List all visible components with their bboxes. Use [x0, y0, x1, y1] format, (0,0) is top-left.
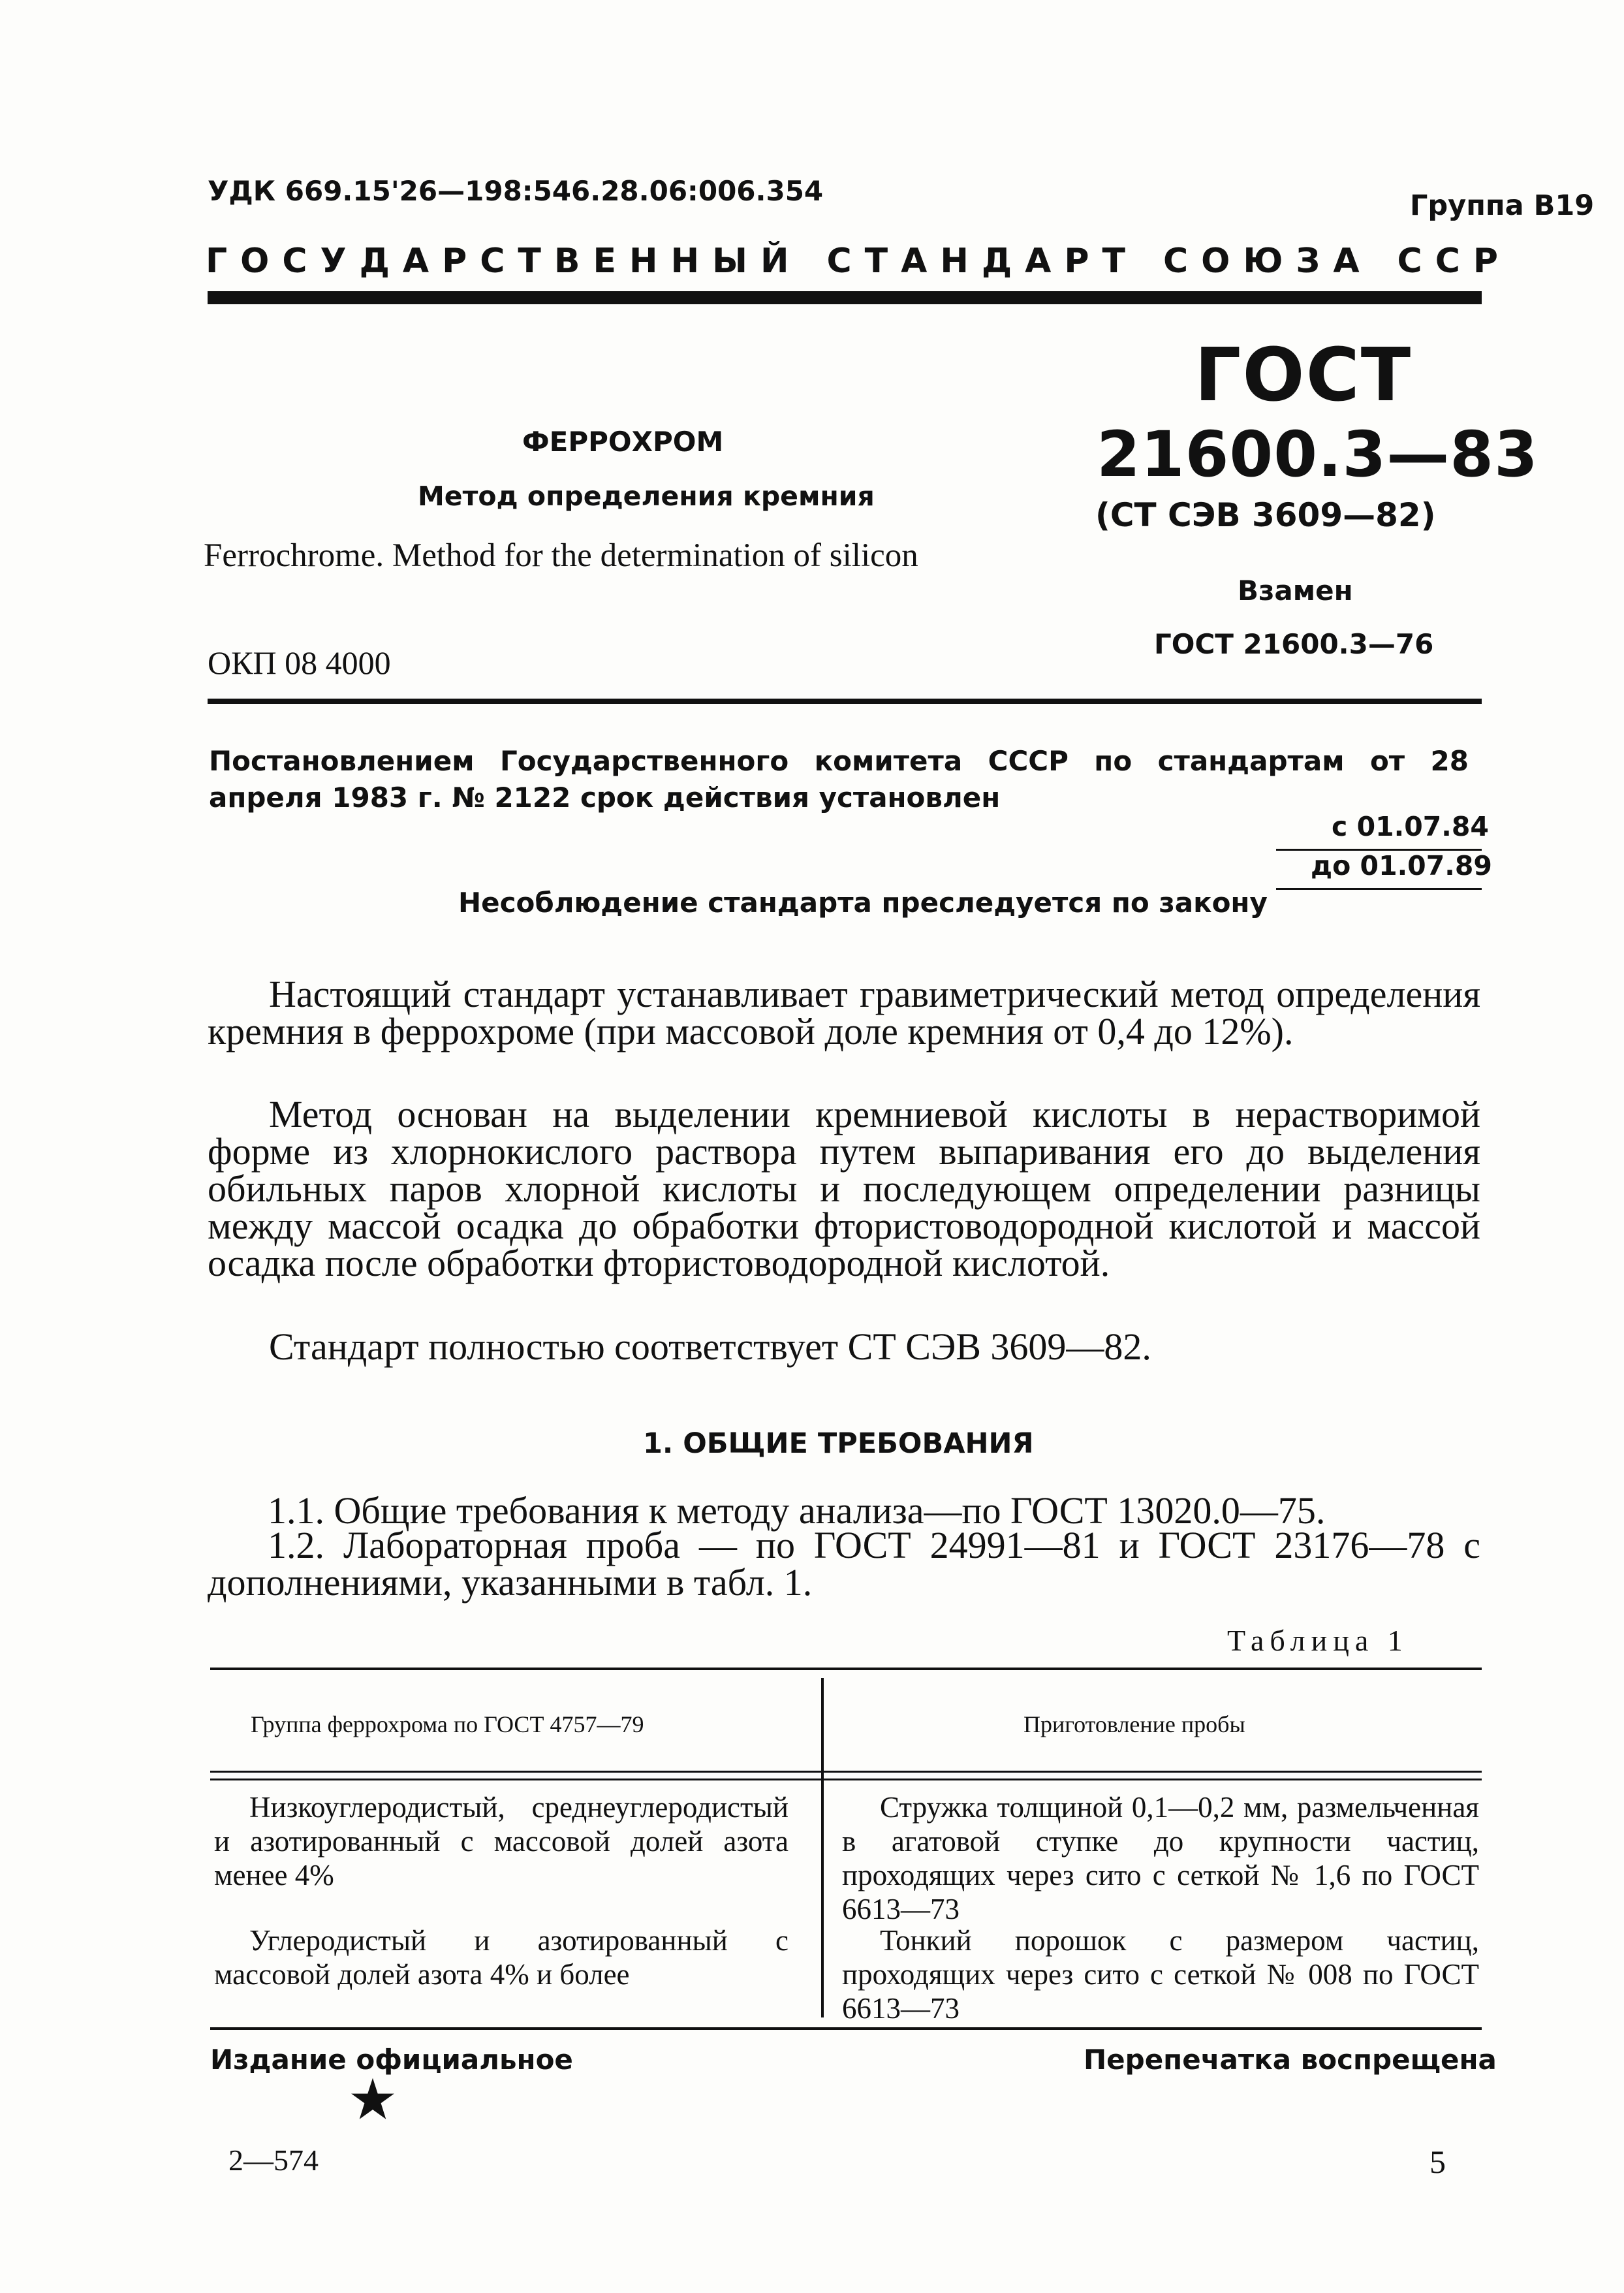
page-number: 5	[1429, 2143, 1446, 2180]
section-title: 1. ОБЩИЕ ТРЕБОВАНИЯ	[643, 1427, 1034, 1460]
header-rule	[208, 291, 1482, 304]
state-standard-banner	[206, 242, 1511, 281]
title-rule	[208, 699, 1482, 704]
state-word-4: ССР	[1397, 242, 1511, 281]
table-top-rule	[210, 1668, 1482, 1670]
decree-text: Постановлением Государственного комитета СССР по стандартам от 28 апреля 1983 г. № 2122 срок действия установлен	[209, 745, 1469, 814]
table-cell: Стружка толщиной 0,1—0,2 мм, размельченная в агатовой ступке до крупности частиц, проходящих через сито с сеткой № 1,6 по ГОСТ 6613—73	[842, 1791, 1479, 1925]
edition-label: Издание официальное	[210, 2044, 573, 2076]
doc-title: ФЕРРОХРОМ	[522, 426, 724, 458]
table-cell: Тонкий порошок с размером частиц, проходящих через сито с сеткой № 008 по ГОСТ 6613—73	[842, 1924, 1479, 2025]
table-header-rule-2	[210, 1779, 1482, 1780]
gost-label: ГОСТ	[1195, 333, 1413, 418]
print-code: 2—574	[228, 2143, 319, 2177]
okp-code: ОКП 08 4000	[208, 644, 391, 681]
intro-paragraph-2: Метод основан на выделении кремниевой кислоты в нерастворимой форме из хлорнокислого раствора путем выпаривания его до выделения обильных паров хлорной кислоты и последующем определении разницы между массой осадка до обработки фтористоводородной кислотой и массой осадка после обработки фтористоводородной кислотой.	[208, 1093, 1480, 1284]
state-word-1: ГОСУДАРСТВЕННЫЙ	[206, 242, 802, 281]
table-bottom-rule	[210, 2027, 1482, 2030]
sev-reference: (СТ СЭВ 3609—82)	[1095, 496, 1436, 534]
table-caption: Таблица 1	[1227, 1624, 1409, 1657]
state-word-3: СОЮЗА	[1163, 242, 1373, 281]
table-cell: Низкоуглеродистый, среднеуглеродистый и азотированный с массовой долей азота менее 4%	[214, 1791, 789, 1891]
gost-number: 21600.3—83	[1097, 418, 1538, 491]
replaces-label: Взамен	[1238, 575, 1353, 607]
table-header-group: Группа феррохрома по ГОСТ 4757—79	[251, 1711, 644, 1737]
table-column-divider	[821, 1678, 824, 2017]
valid-to: до 01.07.89	[1311, 850, 1492, 881]
validity-rule-2	[1276, 888, 1482, 890]
intro-paragraph-3: Стандарт полностью соответствует СТ СЭВ 3609—82.	[269, 1325, 1151, 1368]
table-cell: Углеродистый и азотированный с массовой долей азота 4% и более	[214, 1924, 789, 1991]
clause-1-1: 1.1. Общие требования к методу анализа—по ГОСТ 13020.0—75.	[268, 1489, 1326, 1532]
udk-code: УДК 669.15'26—198:546.28.06:006.354	[208, 175, 824, 207]
clause-1-2: 1.2. Лабораторная проба — по ГОСТ 24991—81 и ГОСТ 23176—78 с дополнениями, указанными в табл. 1.	[208, 1524, 1480, 1604]
state-word-2: СТАНДАРТ	[826, 242, 1139, 281]
reprint-notice: Перепечатка воспрещена	[1084, 2044, 1497, 2076]
law-notice: Несоблюдение стандарта преследуется по закону	[458, 887, 1268, 919]
table-header-preparation: Приготовление пробы	[1023, 1711, 1245, 1737]
table-header-rule-1	[210, 1771, 1482, 1773]
group-label: Группа В19	[1410, 189, 1595, 222]
english-title: Ferrochrome. Method for the determination of silicon	[204, 537, 918, 574]
doc-subtitle: Метод определения кремния	[418, 481, 875, 512]
star-icon	[350, 2076, 396, 2122]
replaced-gost: ГОСТ 21600.3—76	[1154, 628, 1434, 660]
intro-paragraph-1: Настоящий стандарт устанавливает гравиметрический метод определения кремния в феррохроме (при массовой доле кремния от 0,4 до 12%).	[208, 973, 1480, 1052]
valid-from: с 01.07.84	[1332, 811, 1489, 842]
